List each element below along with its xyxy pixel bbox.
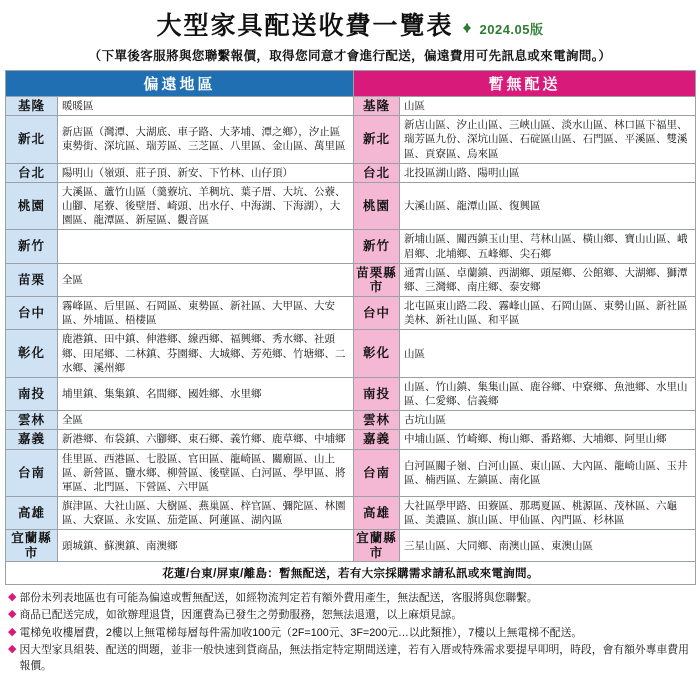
footnote-text: 電梯免收樓層費，2樓以上無電梯每層每件需加收100元（2F=100元、3F=200元…以此類推），7樓以上無電梯不配送。: [19, 626, 583, 639]
header-title-row: [0, 0, 700, 46]
city-label: 新北: [354, 116, 400, 164]
city-label: 高雄: [6, 497, 58, 530]
remote-area-header: 偏遠地區: [6, 71, 354, 97]
city-label: 雲林: [354, 411, 400, 430]
area-list: 大溪區、蘆竹山區（羹藔坑、羊稠坑、葉子厝、大坑、公藔、山腳、尾藔、後壁厝、崎頭、出水仔、中海湖、下海湖），大園區、龍潭區、新屋區、觀音區: [58, 182, 354, 230]
table-row: [6, 297, 696, 330]
footnote-item: [8, 607, 692, 623]
area-list: [58, 230, 354, 263]
area-list: 旗津區、大社山區、大樹區、燕巢區、梓官區、彌陀區、林園區、大寮區、永安區、茄萣區、阿蓮區、湖內區: [58, 497, 354, 530]
area-list: 山區: [400, 97, 696, 116]
city-label: 新竹: [354, 230, 400, 263]
area-list: 陽明山（嶺頭、莊子頂、新安、下竹林、山仔頂）: [58, 163, 354, 182]
area-list: 白河區關子嶺、白河山區、東山區、大內區、龍崎山區、玉井區、楠西區、左鎮區、南化區: [400, 449, 696, 497]
bullet-icon: ◆: [8, 642, 17, 655]
bullet-icon: ◆: [8, 608, 17, 621]
diamond-icon: [466, 23, 476, 33]
table-row: [6, 530, 696, 562]
area-list: 中埔山區、竹崎鄉、梅山鄉、番路鄉、大埔鄉、阿里山鄉: [400, 430, 696, 449]
area-list: 北屯區東山路二段、霧峰山區、石岡山區、東勢山區、新社區美林、新社山區、和平區: [400, 297, 696, 330]
city-label: 桃園: [354, 182, 400, 230]
table-row: [6, 163, 696, 182]
area-list: 新港鄉、布袋鎮、六腳鄉、東石鄉、義竹鄉、鹿草鄉、中埔鄉: [58, 430, 354, 449]
footnote-text: 商品已配送完成，如欲辦理退貨，因運費為已發生之勞動服務，恕無法退還，以上麻煩見諒。: [19, 609, 463, 622]
area-list: 暖暖區: [58, 97, 354, 116]
bullet-icon: ◆: [8, 591, 17, 604]
table-row: [6, 263, 696, 296]
area-list: 山區: [400, 330, 696, 378]
area-list: 新店區（灣潭、大湖底、車子路、大茅埔、潭之鄉），汐止區東勢街、深坑區、瑞芳區、三芝區、八里區、金山區、萬里區: [58, 116, 354, 164]
city-label: 台南: [6, 449, 58, 497]
table-header-row: [6, 71, 696, 97]
area-list: 鹿港鎮、田中鎮、伸港鄉、線西鄉、福興鄉、秀水鄉、社頭鄉、田尾鄉、二林鎮、芬園鄉、大城鄉、芳苑鄉、竹塘鄉、二水鄉、溪州鄉: [58, 330, 354, 378]
footnote-text: 因大型家具組裝、配送的問題，並非一般快速到貨商品，無法指定特定期間送達，若有入厝或特殊需求要提早叩明，時段，會有額外專車費用報價。: [19, 643, 689, 672]
city-label: 桃園: [6, 182, 58, 230]
area-list: 三星山區、大同鄉、南澳山區、東澳山區: [400, 530, 696, 562]
city-label: 新竹: [6, 230, 58, 263]
city-label: 高雄: [354, 497, 400, 530]
table-row: [6, 411, 696, 430]
city-label: 台中: [6, 297, 58, 330]
city-label: 宜蘭縣市: [6, 530, 58, 562]
city-label: 宜蘭縣市: [354, 530, 400, 562]
city-label: 基隆: [354, 97, 400, 116]
area-list: 新店山區、汐止山區、三峽山區、淡水山區、林口區下福里、瑞芳區九份、深坑山區、石碇區山區、石門區、平溪區、雙溪區、貢寮區、烏來區: [400, 116, 696, 164]
city-label: 嘉義: [6, 430, 58, 449]
city-label: 新北: [6, 116, 58, 164]
area-list: 新埔山區、關西鎮玉山里、芎林山區、橫山鄉、寶山山區、峨眉鄉、北埔鄉、五峰鄉、尖石鄉: [400, 230, 696, 263]
city-label: 台北: [6, 163, 58, 182]
area-list: 北投區湖山路、陽明山區: [400, 163, 696, 182]
city-label: 基隆: [6, 97, 58, 116]
city-label: 台南: [354, 449, 400, 497]
table-row: [6, 230, 696, 263]
table-footer-note-row: [6, 562, 696, 585]
bullet-icon: ◆: [8, 625, 17, 638]
table-row: [6, 182, 696, 230]
area-list: 霧峰區、后里區、石岡區、東勢區、新社區、大甲區、大安區、外埔區、梧棲區: [58, 297, 354, 330]
area-list: 佳里區、西港區、七股區、官田區、龍崎區、關廟區、山上區、新營區、鹽水鄉、柳營區、後壁區、白河區、學甲區、將軍區、北門區、下營區、六甲區: [58, 449, 354, 497]
table-row: [6, 97, 696, 116]
table-note: 花蓮/台東/屏東/離島：暫無配送，若有大宗採購需求請私訊或來電詢問。: [6, 562, 696, 585]
footnotes: [8, 590, 692, 674]
area-list: 大社區學甲路、田藔區、那瑪夏區、桃源區、茂林區、六龜區、美濃區、旗山區、甲仙區、內門區、杉林區: [400, 497, 696, 530]
area-list: 頭城鎮、蘇澳鎮、南澳鄉: [58, 530, 354, 562]
city-label: 彰化: [6, 330, 58, 378]
city-label: 苗栗縣市: [354, 263, 400, 296]
table-row: [6, 430, 696, 449]
page-subtitle: （下單後客服將與您聯繫報價，取得您同意才會進行配送，偏遠費用可先訊息或來電詢問。）: [88, 49, 612, 63]
table-row: [6, 377, 696, 410]
table-row: [6, 497, 696, 530]
area-list: 大溪山區、龍潭山區、復興區: [400, 182, 696, 230]
delivery-area-table: [5, 70, 696, 585]
city-label: 嘉義: [354, 430, 400, 449]
page-title: 大型家具配送收費一覽表: [156, 12, 454, 40]
footnote-item: [8, 642, 692, 674]
table-row: [6, 116, 696, 164]
footnote-item: [8, 625, 692, 641]
version-label: 2024.05版: [479, 21, 544, 37]
city-label: 彰化: [354, 330, 400, 378]
no-delivery-header: 暫無配送: [354, 71, 696, 97]
area-list: 古坑山區: [400, 411, 696, 430]
city-label: 南投: [354, 377, 400, 410]
city-label: 南投: [6, 377, 58, 410]
city-label: 雲林: [6, 411, 58, 430]
city-label: 台北: [354, 163, 400, 182]
area-list: 山區、竹山鎮、集集山區、鹿谷鄉、中寮鄉、魚池鄉、水里山區、仁愛鄉、信義鄉: [400, 377, 696, 410]
area-list: 通霄山區、卓蘭鎮、西湖鄉、頭屋鄉、公館鄉、大湖鄉、獅潭鄉、三灣鄉、南庄鄉、泰安鄉: [400, 263, 696, 296]
table-row: [6, 449, 696, 497]
version-badge: [466, 19, 544, 38]
city-label: 苗栗: [6, 263, 58, 296]
table-row: [6, 330, 696, 378]
footnote-item: [8, 590, 692, 606]
area-list: 埔里鎮、集集鎮、名間鄉、國姓鄉、水里鄉: [58, 377, 354, 410]
footnote-text: 部份未列表地區也有可能為偏遠或暫無配送，如經物流判定若有額外費用產生，無法配送，客服將與您聯繫。: [19, 592, 538, 605]
area-list: 全區: [58, 411, 354, 430]
city-label: 台中: [354, 297, 400, 330]
area-list: 全區: [58, 263, 354, 296]
